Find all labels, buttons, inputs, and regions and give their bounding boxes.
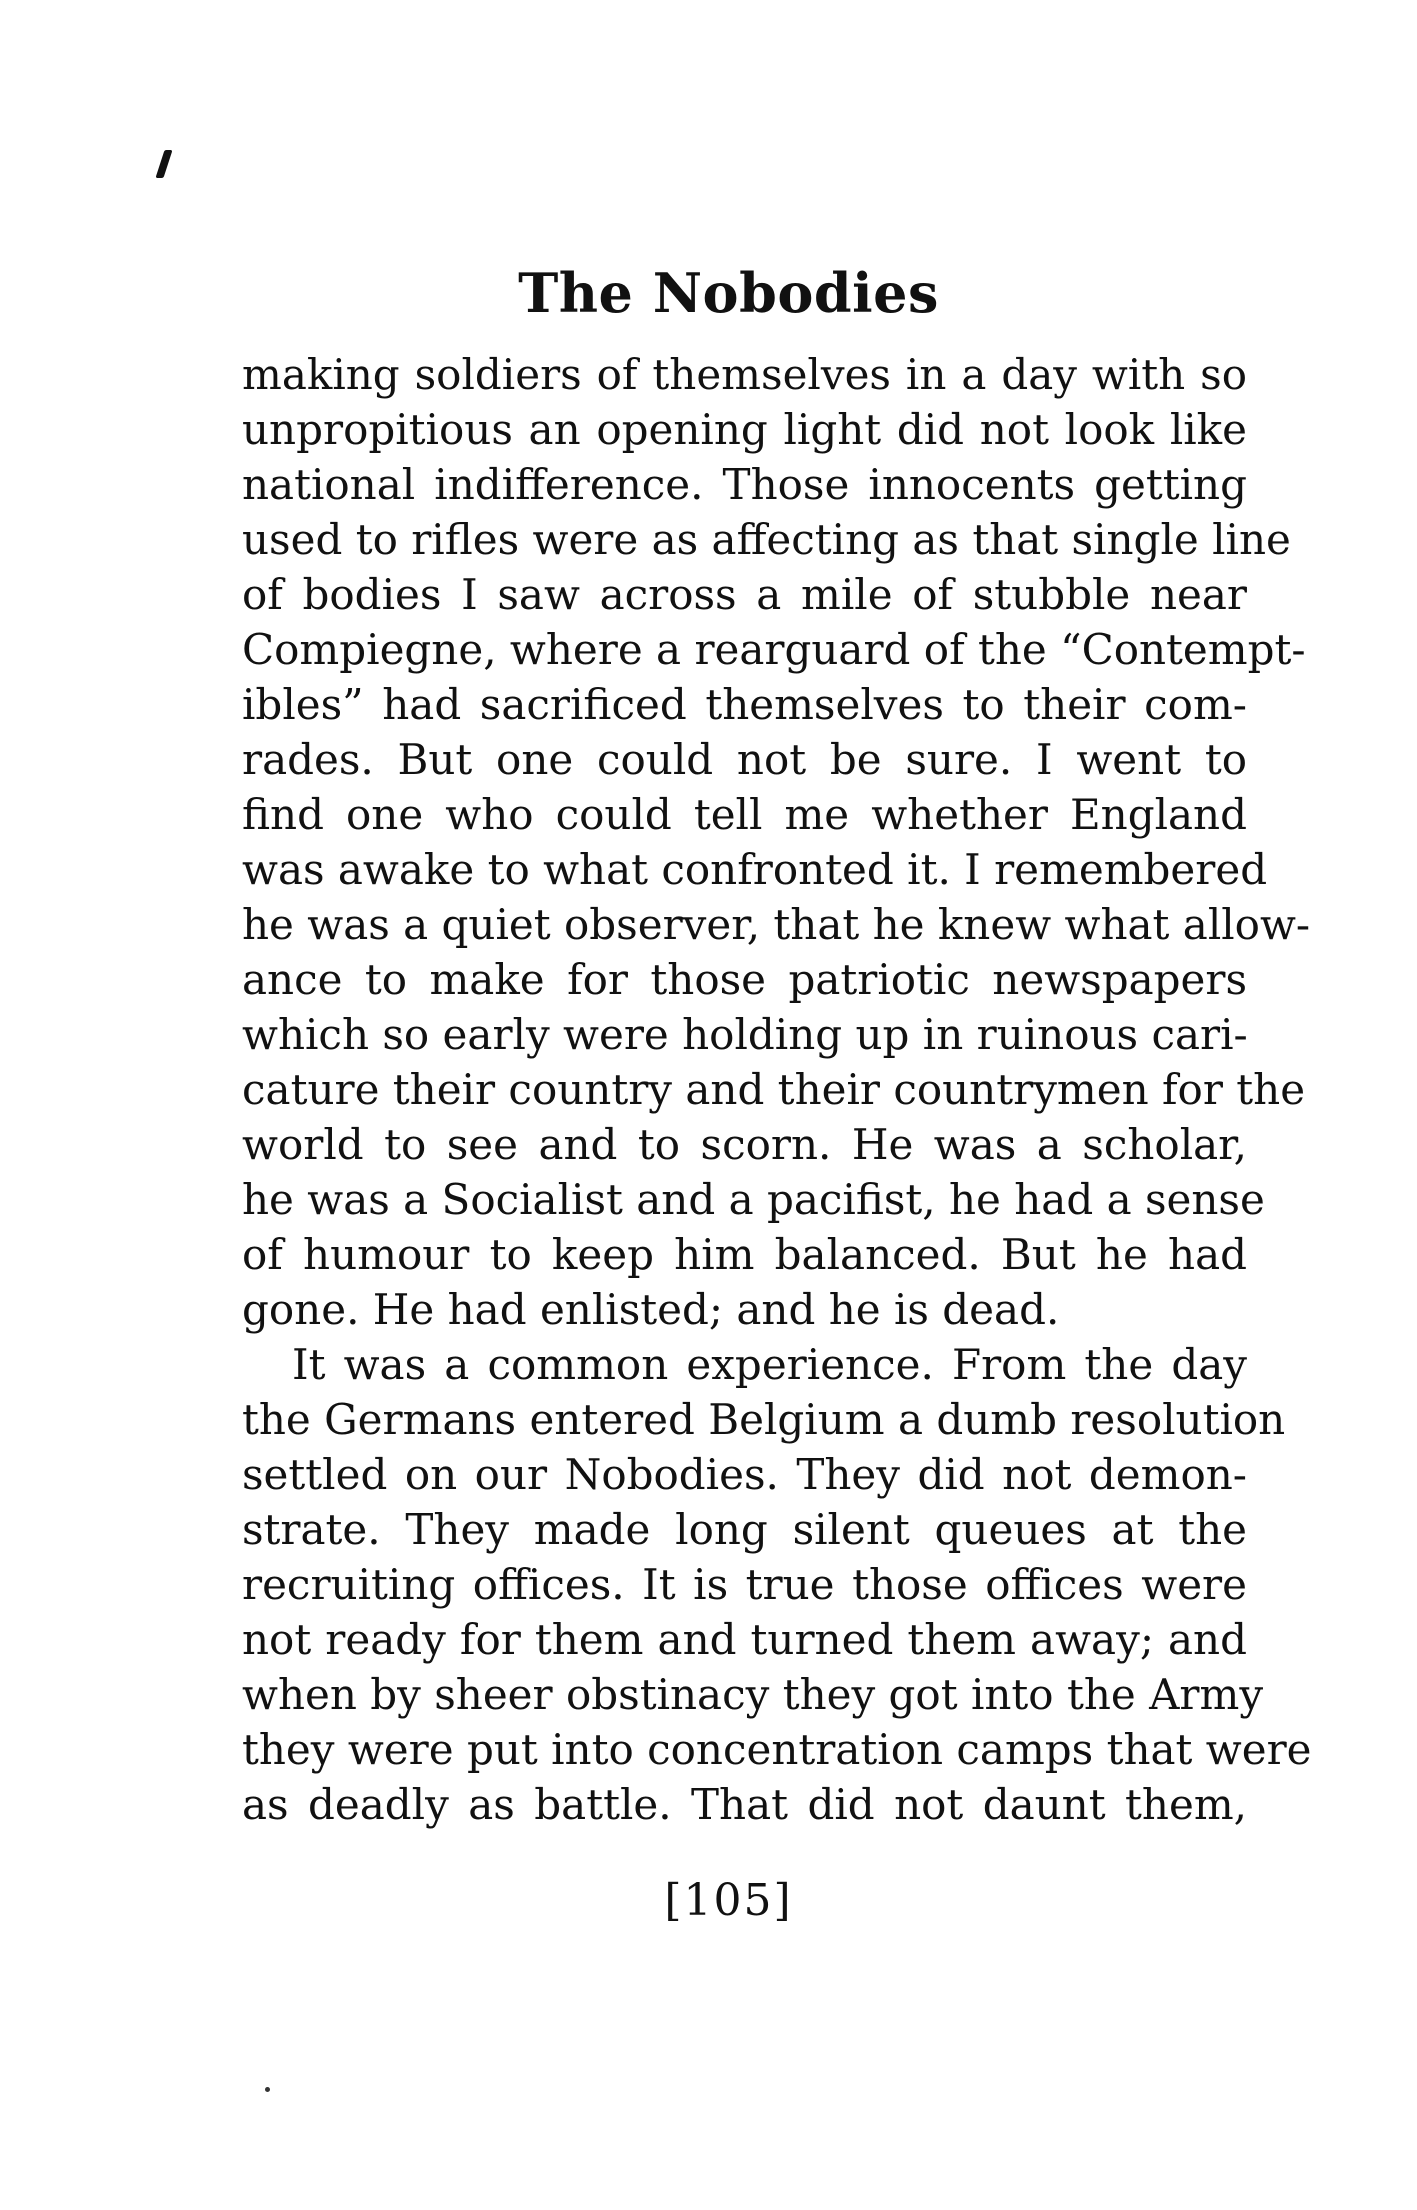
ink-mark: [155, 150, 172, 178]
text-line: of bodies I saw across a mile of stubble near: [242, 570, 1247, 619]
text-line: used to rifles were as affecting as that single line: [242, 515, 1291, 564]
text-line: he was a Socialist and a pacifist, he had a sense: [242, 1175, 1265, 1224]
text-line: as deadly as battle. That did not daunt them,: [242, 1780, 1247, 1829]
text-line: ance to make for those patriotic newspapers: [242, 955, 1247, 1004]
text-line: find one who could tell me whether England: [242, 790, 1247, 839]
text-line: ibles” had sacrificed themselves to their com-: [242, 680, 1247, 729]
text-line: national indifference. Those innocents getting: [242, 460, 1247, 509]
paragraph-end-line: gone. He had enlisted; and he is dead.: [242, 1285, 1060, 1334]
running-head: The Nobodies: [518, 261, 939, 325]
text-line: recruiting offices. It is true those offices were: [242, 1560, 1247, 1609]
text-line: the Germans entered Belgium a dumb resolution: [242, 1395, 1286, 1444]
text-line: settled on our Nobodies. They did not demon-: [242, 1450, 1247, 1499]
text-line: was awake to what confronted it. I remembered: [242, 845, 1268, 894]
text-line: cature their country and their countrymen for the: [242, 1065, 1306, 1114]
text-line: not ready for them and turned them away; and: [242, 1615, 1247, 1664]
text-line: world to see and to scorn. He was a scholar,: [242, 1120, 1247, 1169]
text-line: he was a quiet observer, that he knew what allow-: [242, 900, 1311, 949]
text-line: of humour to keep him balanced. But he had: [242, 1230, 1247, 1279]
text-line: Compiegne, where a rearguard of the “Contempt-: [242, 625, 1306, 674]
text-line: when by sheer obstinacy they got into the Army: [242, 1670, 1264, 1719]
paragraph-start-line: It was a common experience. From the day: [292, 1340, 1247, 1389]
text-line: strate. They made long silent queues at the: [242, 1505, 1247, 1554]
body-text: [242, 347, 1312, 1832]
text-line: unpropitious an opening light did not look like: [242, 405, 1247, 454]
paper-speck: [265, 2087, 270, 2092]
text-line: rades. But one could not be sure. I went to: [242, 735, 1247, 784]
page-number: [105]: [664, 1875, 793, 1926]
text-line: making soldiers of themselves in a day with so: [242, 350, 1247, 399]
text-line: they were put into concentration camps that were: [242, 1725, 1312, 1774]
text-line: which so early were holding up in ruinous cari-: [242, 1010, 1248, 1059]
